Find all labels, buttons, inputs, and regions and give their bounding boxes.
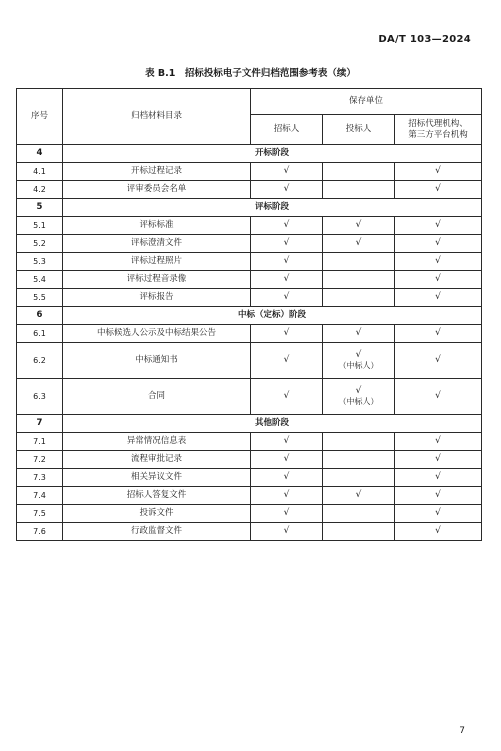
bidder-mark: √ — [355, 489, 362, 500]
agency-mark: √ — [395, 181, 482, 199]
bidder-mark: √ — [355, 237, 362, 248]
table-row — [17, 181, 482, 199]
header-bidder: 投标人 — [323, 115, 395, 145]
table-row — [17, 235, 482, 253]
header-agency-line-1: 招标代理机构、 — [408, 118, 468, 129]
header-agency — [395, 115, 482, 145]
row-seq: 4.2 — [17, 181, 63, 199]
row-material: 评标过程照片 — [63, 253, 251, 271]
row-seq: 7.3 — [17, 469, 63, 487]
row-seq: 6.3 — [17, 379, 63, 415]
table-row — [17, 343, 482, 379]
agency-mark: √ — [395, 271, 482, 289]
agency-mark: √ — [395, 325, 482, 343]
table-row — [17, 379, 482, 415]
agency-mark: √ — [395, 433, 482, 451]
bidder-cell — [323, 505, 395, 523]
agency-mark: √ — [395, 289, 482, 307]
row-seq: 7 — [17, 415, 63, 433]
row-material: 中标通知书 — [63, 343, 251, 379]
table-row — [17, 253, 482, 271]
section-row — [17, 415, 482, 433]
header-save-unit: 保存单位 — [251, 89, 482, 115]
row-seq: 5.4 — [17, 271, 63, 289]
row-material: 评审委员会名单 — [63, 181, 251, 199]
header-agency-line-2: 第三方平台机构 — [408, 129, 468, 140]
section-row — [17, 199, 482, 217]
archive-scope-table — [16, 88, 482, 541]
tenderer-mark: √ — [251, 181, 323, 199]
bidder-cell — [323, 487, 395, 505]
bidder-cell — [323, 289, 395, 307]
bidder-cell — [323, 379, 395, 415]
row-seq: 4.1 — [17, 163, 63, 181]
row-material: 行政监督文件 — [63, 523, 251, 541]
bidder-cell — [323, 271, 395, 289]
table-row — [17, 487, 482, 505]
tenderer-mark: √ — [251, 325, 323, 343]
row-seq: 7.5 — [17, 505, 63, 523]
agency-mark: √ — [395, 217, 482, 235]
agency-mark: √ — [395, 379, 482, 415]
tenderer-mark: √ — [251, 163, 323, 181]
agency-mark: √ — [395, 487, 482, 505]
row-seq: 5 — [17, 199, 63, 217]
bidder-note: （中标人） — [338, 397, 379, 407]
standard-code: DA/T 103—2024 — [378, 34, 471, 45]
row-material: 投诉文件 — [63, 505, 251, 523]
row-seq: 6.2 — [17, 343, 63, 379]
row-seq: 6.1 — [17, 325, 63, 343]
tenderer-mark: √ — [251, 487, 323, 505]
table-row — [17, 163, 482, 181]
table-body — [17, 89, 482, 541]
row-material: 评标报告 — [63, 289, 251, 307]
row-material: 流程审批记录 — [63, 451, 251, 469]
bidder-cell — [323, 451, 395, 469]
section-title: 开标阶段 — [63, 145, 482, 163]
header-material: 归档材料目录 — [63, 89, 251, 145]
table-row — [17, 523, 482, 541]
row-seq: 5.2 — [17, 235, 63, 253]
tenderer-mark: √ — [251, 523, 323, 541]
table-row — [17, 289, 482, 307]
tenderer-mark: √ — [251, 343, 323, 379]
tenderer-mark: √ — [251, 289, 323, 307]
row-material: 招标人答复文件 — [63, 487, 251, 505]
bidder-cell — [323, 163, 395, 181]
header-tenderer: 招标人 — [251, 115, 323, 145]
table-row — [17, 271, 482, 289]
bidder-cell — [323, 253, 395, 271]
bidder-cell — [323, 325, 395, 343]
bidder-cell — [323, 469, 395, 487]
tenderer-mark: √ — [251, 379, 323, 415]
agency-mark: √ — [395, 469, 482, 487]
header-row-1 — [17, 89, 482, 115]
agency-mark: √ — [395, 235, 482, 253]
bidder-cell — [323, 343, 395, 379]
table-row — [17, 505, 482, 523]
row-material: 评标过程音录像 — [63, 271, 251, 289]
row-seq: 7.4 — [17, 487, 63, 505]
bidder-mark: √ — [355, 349, 362, 360]
table-row — [17, 451, 482, 469]
row-material: 评标澄清文件 — [63, 235, 251, 253]
table-row — [17, 325, 482, 343]
row-seq: 6 — [17, 307, 63, 325]
tenderer-mark: √ — [251, 433, 323, 451]
section-title: 其他阶段 — [63, 415, 482, 433]
bidder-cell — [323, 523, 395, 541]
row-material: 异常情况信息表 — [63, 433, 251, 451]
tenderer-mark: √ — [251, 253, 323, 271]
row-material: 开标过程记录 — [63, 163, 251, 181]
section-row — [17, 145, 482, 163]
tenderer-mark: √ — [251, 217, 323, 235]
row-seq: 7.2 — [17, 451, 63, 469]
tenderer-mark: √ — [251, 469, 323, 487]
row-seq: 7.6 — [17, 523, 63, 541]
header-seq: 序号 — [17, 89, 63, 145]
row-seq: 7.1 — [17, 433, 63, 451]
page-number: 7 — [459, 726, 465, 736]
row-seq: 4 — [17, 145, 63, 163]
row-material: 相关异议文件 — [63, 469, 251, 487]
table-caption: 表 B.1 招标投标电子文件归档范围参考表（续） — [145, 68, 356, 79]
bidder-cell — [323, 235, 395, 253]
bidder-mark: √ — [355, 327, 362, 338]
row-seq: 5.5 — [17, 289, 63, 307]
row-material: 合同 — [63, 379, 251, 415]
bidder-note: （中标人） — [338, 361, 379, 371]
table-row — [17, 469, 482, 487]
bidder-cell — [323, 433, 395, 451]
tenderer-mark: √ — [251, 235, 323, 253]
bidder-mark: √ — [355, 385, 362, 396]
agency-mark: √ — [395, 343, 482, 379]
section-title: 中标（定标）阶段 — [63, 307, 482, 325]
section-row — [17, 307, 482, 325]
row-material: 评标标准 — [63, 217, 251, 235]
agency-mark: √ — [395, 451, 482, 469]
row-seq: 5.1 — [17, 217, 63, 235]
tenderer-mark: √ — [251, 505, 323, 523]
bidder-cell — [323, 217, 395, 235]
bidder-mark: √ — [355, 219, 362, 230]
tenderer-mark: √ — [251, 271, 323, 289]
bidder-cell — [323, 181, 395, 199]
row-material: 中标候选人公示及中标结果公告 — [63, 325, 251, 343]
agency-mark: √ — [395, 163, 482, 181]
agency-mark: √ — [395, 253, 482, 271]
table-row — [17, 217, 482, 235]
row-seq: 5.3 — [17, 253, 63, 271]
table-row — [17, 433, 482, 451]
agency-mark: √ — [395, 505, 482, 523]
tenderer-mark: √ — [251, 451, 323, 469]
agency-mark: √ — [395, 523, 482, 541]
section-title: 评标阶段 — [63, 199, 482, 217]
